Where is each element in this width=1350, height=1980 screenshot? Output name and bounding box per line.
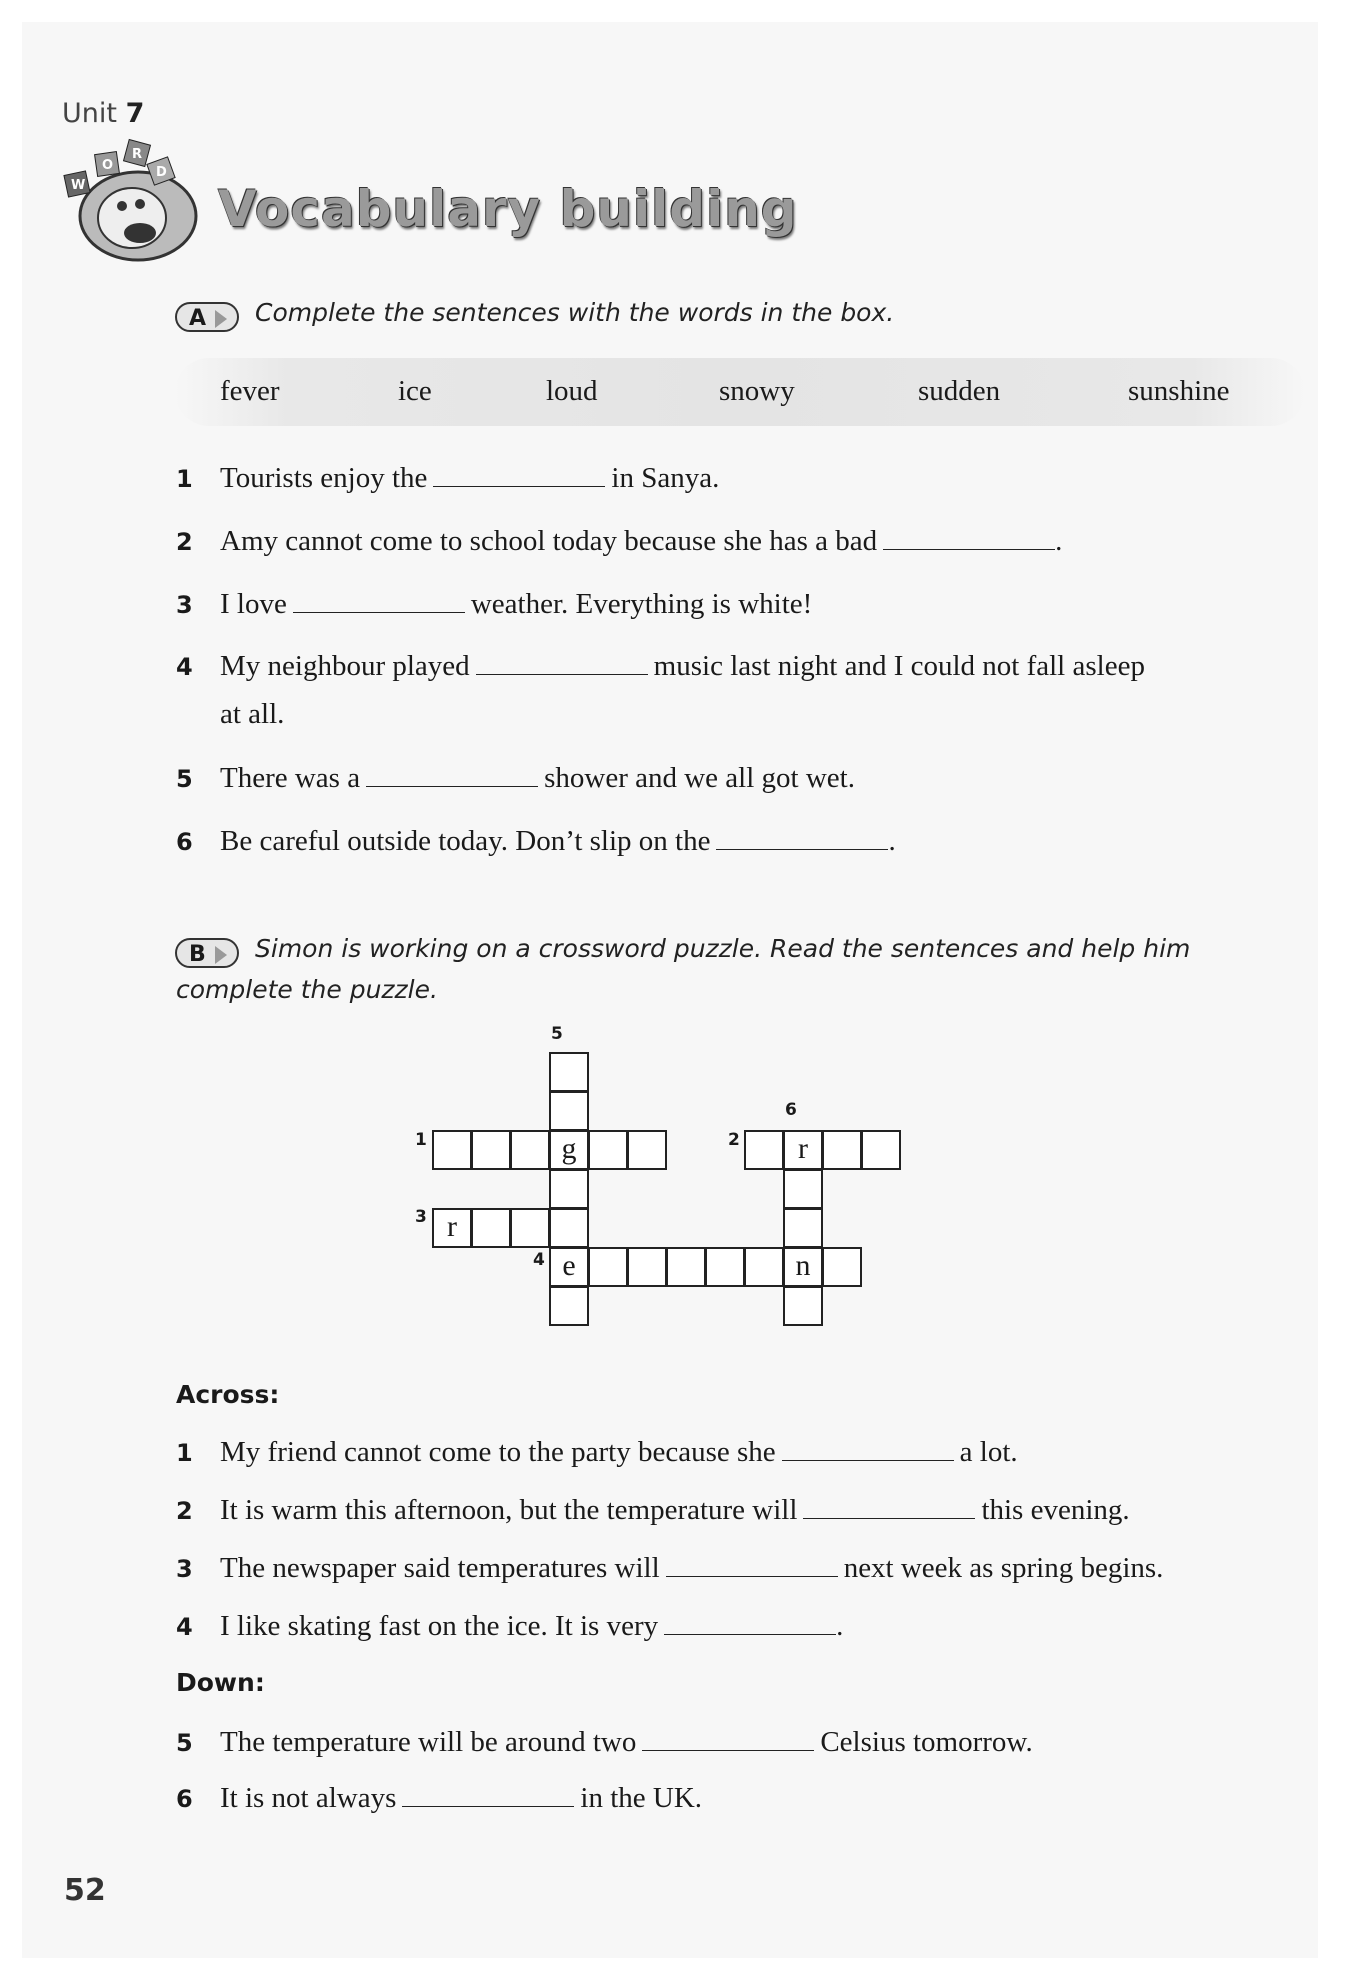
word-box-item: sunshine bbox=[1128, 375, 1230, 407]
crossword-cell[interactable] bbox=[822, 1130, 862, 1170]
clue-number: 3 bbox=[415, 1207, 427, 1227]
crossword-cell[interactable] bbox=[549, 1091, 589, 1131]
answer-blank[interactable] bbox=[803, 1496, 975, 1519]
item-number: 5 bbox=[176, 1729, 193, 1757]
crossword-cell[interactable] bbox=[549, 1169, 589, 1209]
svg-text:O: O bbox=[102, 158, 114, 173]
clue-number: 6 bbox=[785, 1100, 797, 1120]
sentence-text-after: . bbox=[1055, 525, 1063, 557]
sentence-text-before: I love bbox=[220, 588, 287, 620]
clue-number: 5 bbox=[551, 1024, 563, 1044]
word-box-item: snowy bbox=[719, 375, 795, 407]
answer-blank[interactable] bbox=[402, 1784, 574, 1807]
sentence-text-after: . bbox=[836, 1610, 844, 1642]
crossword-cell[interactable] bbox=[549, 1208, 589, 1248]
sentence-text-after: in the UK. bbox=[580, 1782, 703, 1814]
item-number: 6 bbox=[176, 1785, 193, 1813]
crossword-cell[interactable] bbox=[627, 1247, 667, 1287]
clue-number: 2 bbox=[728, 1130, 740, 1150]
sentence-text-before: There was a bbox=[220, 762, 361, 794]
answer-blank[interactable] bbox=[666, 1554, 838, 1577]
item-number: 3 bbox=[176, 1555, 193, 1583]
sentence-text-after: music last night and I could not fall asleep bbox=[653, 650, 1145, 682]
down-heading: Down: bbox=[176, 1668, 265, 1697]
sentence-text-after: this evening. bbox=[981, 1494, 1130, 1526]
sentence-text-before: It is not always bbox=[220, 1782, 397, 1814]
sentence-continuation: at all. bbox=[220, 698, 285, 730]
answer-blank[interactable] bbox=[366, 764, 538, 787]
sentence-text-before: My friend cannot come to the party because she bbox=[220, 1436, 776, 1468]
sentence-text-after: shower and we all got wet. bbox=[544, 762, 855, 794]
sentence-text-before: The temperature will be around two bbox=[220, 1726, 637, 1758]
sentence-text-after: Celsius tomorrow. bbox=[820, 1726, 1033, 1758]
page-title: Vocabulary building bbox=[218, 180, 798, 238]
fill-in-sentence bbox=[220, 762, 855, 795]
sentence-text-before: It is warm this afternoon, but the temperature will bbox=[220, 1494, 798, 1526]
crossword-cell[interactable] bbox=[822, 1247, 862, 1287]
clue-number: 1 bbox=[415, 1130, 427, 1150]
crossword-cell[interactable] bbox=[705, 1247, 745, 1287]
sentence-text-after: . bbox=[888, 825, 896, 857]
crossword-cell[interactable]: n bbox=[783, 1247, 823, 1287]
section-b-badge: B bbox=[175, 938, 239, 968]
page-number: 52 bbox=[64, 1873, 106, 1908]
sentence-text-before: Tourists enjoy the bbox=[220, 462, 428, 494]
crossword-cell[interactable] bbox=[588, 1247, 628, 1287]
word-dog-logo-icon bbox=[60, 138, 210, 263]
fill-in-sentence bbox=[220, 650, 1145, 683]
item-number: 2 bbox=[176, 1497, 193, 1525]
fill-in-sentence bbox=[220, 1610, 843, 1643]
item-number: 1 bbox=[176, 1439, 193, 1467]
crossword-cell[interactable] bbox=[471, 1208, 511, 1248]
crossword-cell[interactable]: g bbox=[549, 1130, 589, 1170]
sentence-text-before: I like skating fast on the ice. It is very bbox=[220, 1610, 659, 1642]
play-arrow-icon bbox=[215, 310, 227, 328]
fill-in-sentence bbox=[220, 825, 896, 858]
fill-in-sentence bbox=[220, 1436, 1018, 1469]
word-box-item: fever bbox=[220, 375, 280, 407]
sentence-text-after: weather. Everything is white! bbox=[470, 588, 813, 620]
crossword-cell[interactable] bbox=[510, 1208, 550, 1248]
crossword-cell[interactable] bbox=[588, 1130, 628, 1170]
answer-blank[interactable] bbox=[476, 652, 648, 675]
svg-text:W: W bbox=[71, 178, 86, 193]
crossword-cell[interactable] bbox=[744, 1130, 784, 1170]
crossword-cell[interactable] bbox=[783, 1169, 823, 1209]
item-number: 5 bbox=[176, 765, 193, 793]
item-number: 6 bbox=[176, 828, 193, 856]
sentence-text-after: in Sanya. bbox=[611, 462, 720, 494]
answer-blank[interactable] bbox=[883, 527, 1055, 550]
sentence-text-after: a lot. bbox=[959, 1436, 1018, 1468]
crossword-cell[interactable]: r bbox=[432, 1208, 472, 1248]
item-number: 4 bbox=[176, 1613, 193, 1641]
crossword-cell[interactable] bbox=[666, 1247, 706, 1287]
crossword-cell[interactable] bbox=[549, 1052, 589, 1092]
fill-in-sentence bbox=[220, 1782, 702, 1815]
section-a-instruction: A Complete the sentences with the words in the box. bbox=[175, 298, 894, 332]
fill-in-sentence bbox=[220, 1726, 1033, 1759]
sentence-text-before: Amy cannot come to school today because she has a bad bbox=[220, 525, 878, 557]
sentence-text-before: Be careful outside today. Don’t slip on the bbox=[220, 825, 711, 857]
crossword-grid bbox=[415, 1024, 932, 1342]
answer-blank[interactable] bbox=[716, 827, 888, 850]
fill-in-sentence bbox=[220, 525, 1062, 558]
crossword-cell[interactable] bbox=[744, 1247, 784, 1287]
item-number: 2 bbox=[176, 528, 193, 556]
fill-in-sentence bbox=[220, 588, 812, 621]
crossword-cell[interactable] bbox=[510, 1130, 550, 1170]
answer-blank[interactable] bbox=[782, 1438, 954, 1461]
crossword-cell[interactable] bbox=[432, 1130, 472, 1170]
sentence-text-after: next week as spring begins. bbox=[843, 1552, 1164, 1584]
play-arrow-icon bbox=[215, 946, 227, 964]
section-b-instruction: B Simon is working on a crossword puzzle. Read the sentences and help him bbox=[175, 934, 1190, 968]
answer-blank[interactable] bbox=[664, 1612, 836, 1635]
section-a-badge: A bbox=[175, 302, 239, 332]
word-box-item: loud bbox=[546, 375, 598, 407]
answer-blank[interactable] bbox=[433, 464, 605, 487]
crossword-cell[interactable] bbox=[861, 1130, 901, 1170]
crossword-cell[interactable]: e bbox=[549, 1247, 589, 1287]
svg-text:R: R bbox=[132, 147, 143, 162]
item-number: 4 bbox=[176, 653, 193, 681]
crossword-cell[interactable] bbox=[783, 1208, 823, 1248]
fill-in-sentence bbox=[220, 462, 719, 495]
crossword-cell[interactable] bbox=[471, 1130, 511, 1170]
answer-blank[interactable] bbox=[642, 1728, 814, 1751]
fill-in-sentence bbox=[220, 1552, 1163, 1585]
sentence-text-before: My neighbour played bbox=[220, 650, 470, 682]
clue-number: 4 bbox=[533, 1250, 545, 1270]
fill-in-sentence bbox=[220, 1494, 1130, 1527]
across-heading: Across: bbox=[176, 1380, 280, 1409]
sentence-text-before: The newspaper said temperatures will bbox=[220, 1552, 660, 1584]
word-box-item: sudden bbox=[918, 375, 1001, 407]
crossword-cell[interactable] bbox=[549, 1286, 589, 1326]
answer-blank[interactable] bbox=[293, 590, 465, 613]
crossword-cell[interactable] bbox=[627, 1130, 667, 1170]
crossword-cell[interactable] bbox=[783, 1286, 823, 1326]
svg-text:D: D bbox=[156, 165, 167, 180]
item-number: 3 bbox=[176, 591, 193, 619]
word-box-item: ice bbox=[398, 375, 432, 407]
section-b-instruction-line2: complete the puzzle. bbox=[176, 975, 438, 1004]
unit-label: Unit 7 bbox=[62, 98, 145, 129]
crossword-cell[interactable]: r bbox=[783, 1130, 823, 1170]
item-number: 1 bbox=[176, 465, 193, 493]
